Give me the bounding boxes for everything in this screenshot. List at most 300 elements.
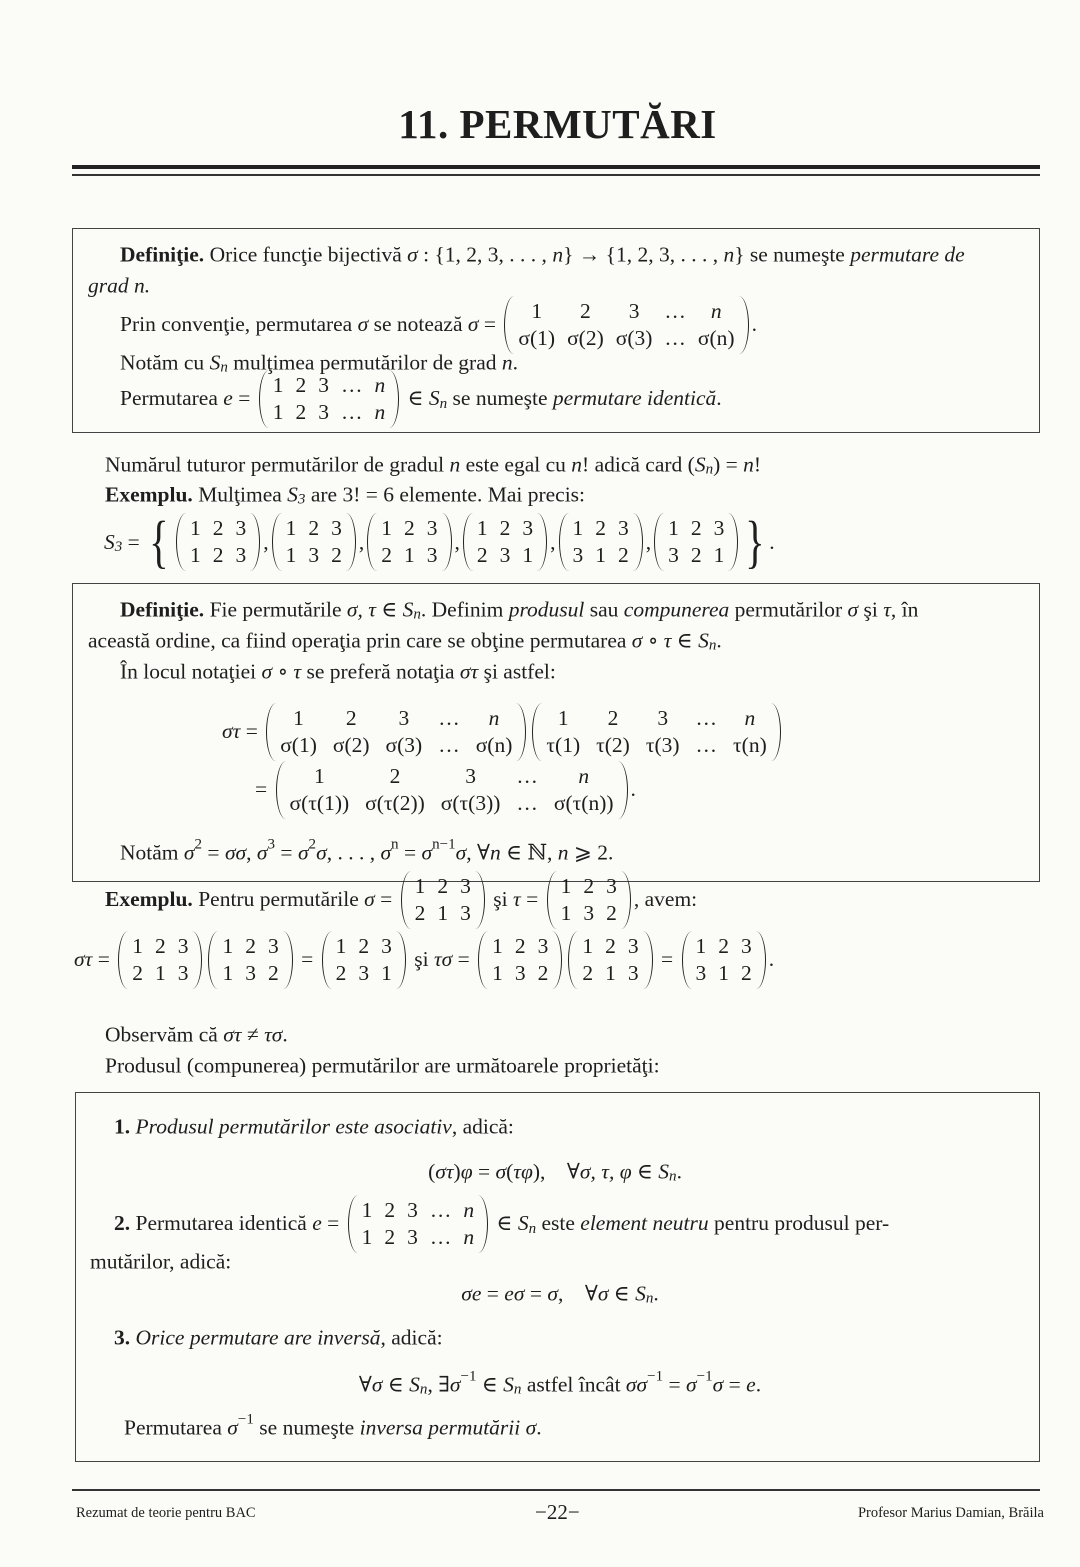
text-segment: ,	[454, 529, 460, 554]
matrix-cell: 3	[318, 400, 329, 424]
matrix-cell: 3	[308, 543, 320, 567]
left-parenthesis	[266, 703, 276, 761]
matrix-cell: 2	[381, 543, 393, 567]
math-segment: S	[402, 597, 414, 622]
text-segment: =	[520, 887, 544, 912]
text-segment: Produsul (compunerea) permutărilor are următoarele proprietăţi:	[105, 1053, 660, 1078]
text-segment: astfel încât	[521, 1372, 626, 1397]
matrix-cell: 1	[595, 543, 607, 567]
footer-right: Profesor Marius Damian, Brăila	[857, 1505, 1044, 1521]
matrix-cell: τ(2)	[596, 733, 630, 757]
text-segment: ∈	[608, 1281, 636, 1306]
permutation-matrix	[654, 513, 738, 571]
permutation-matrix	[682, 931, 766, 989]
math-segment: n	[723, 242, 735, 267]
matrix-cell: 3	[657, 706, 669, 731]
text-segment: ∈	[375, 597, 403, 622]
matrix-cell: 2	[245, 934, 256, 959]
property-line	[114, 1326, 443, 1351]
text-segment: ∈	[476, 1372, 504, 1397]
left-parenthesis	[568, 931, 578, 989]
matrix-cell: 3	[741, 934, 752, 959]
math-segment: σ	[407, 242, 418, 267]
property-line	[114, 1195, 889, 1253]
math-segment: S	[517, 1211, 529, 1236]
math-segment: στ	[223, 1022, 242, 1047]
permutation-matrix	[322, 931, 406, 989]
matrix-cell: …	[340, 400, 363, 424]
right-parenthesis	[396, 931, 406, 989]
matrix-cell: …	[516, 764, 538, 789]
text-segment: şi	[487, 887, 514, 912]
math-segment: στ	[459, 659, 479, 684]
property-formula	[428, 1160, 682, 1185]
math-segment: S	[658, 1159, 670, 1184]
text-segment: =	[202, 840, 225, 865]
left-parenthesis	[478, 931, 488, 989]
text-segment: ∈	[402, 386, 429, 411]
matrix-grid	[557, 871, 621, 929]
text-segment: , . . . ,	[326, 840, 381, 865]
property-line	[114, 1115, 514, 1140]
text-segment: , ∃	[427, 1372, 450, 1397]
text-segment: } se numeşte	[734, 242, 851, 267]
math-segment: σ	[183, 840, 195, 865]
matrix-cell: n	[744, 706, 756, 731]
text-segment: .	[716, 386, 722, 411]
math-segment: n	[557, 840, 569, 865]
left-parenthesis	[401, 871, 411, 929]
right-parenthesis	[621, 871, 631, 929]
text-segment: , adică:	[451, 1114, 514, 1139]
subscript: n	[220, 359, 228, 376]
matrix-cell: τ(3)	[645, 733, 680, 757]
text-segment: , în	[890, 597, 919, 622]
matrix-cell: 3	[426, 543, 438, 567]
math-segment: τσ	[264, 1022, 283, 1047]
text-segment: ) =	[713, 452, 744, 477]
math-segment: σ	[712, 1372, 724, 1397]
text-segment: =	[321, 1211, 345, 1236]
matrix-cell: 3	[235, 516, 247, 541]
text-segment: =	[452, 947, 476, 972]
matrix-cell: τ(n)	[733, 733, 767, 757]
text-segment: sau	[584, 597, 624, 622]
definition-line	[120, 836, 614, 866]
matrix-cell: 1	[313, 764, 325, 789]
text-segment: .	[512, 350, 518, 375]
matrix-cell: 2	[384, 1225, 396, 1249]
property-formula	[358, 1368, 762, 1398]
title-rule-thick	[72, 165, 1040, 169]
subscript: n	[669, 1168, 677, 1185]
matrix-cell: 3	[514, 961, 526, 985]
matrix-grid	[218, 931, 282, 989]
definition-line	[88, 274, 150, 299]
superscript: n	[391, 836, 399, 853]
right-parenthesis	[192, 931, 202, 989]
math-segment: inversa permutării σ	[359, 1415, 537, 1440]
matrix-cell: 2	[580, 299, 591, 324]
math-segment: S	[698, 628, 709, 653]
matrix-cell: 2	[358, 934, 370, 959]
right-parenthesis	[250, 513, 260, 571]
text-segment: Pentru permutările	[192, 887, 365, 912]
matrix-cell: n	[463, 1225, 475, 1249]
text-segment: În locul notaţiei	[120, 659, 262, 684]
right-parenthesis	[475, 871, 485, 929]
bold-label: 3.	[114, 1325, 131, 1350]
math-segment: permutare identică	[552, 386, 717, 411]
left-parenthesis	[322, 931, 332, 989]
text-segment: =	[723, 1372, 747, 1397]
matrix-cell: 3	[583, 901, 595, 925]
matrix-cell: 3	[499, 543, 511, 567]
matrix-cell: 3	[695, 961, 707, 985]
matrix-grid	[514, 296, 738, 354]
superscript: 2	[194, 836, 203, 853]
text-segment: ,	[550, 529, 556, 554]
math-segment: σ, τ, φ	[579, 1159, 632, 1184]
matrix-cell: 1	[668, 516, 679, 541]
matrix-cell: 2	[335, 961, 347, 985]
math-segment: S	[428, 386, 440, 411]
permutation-matrix	[276, 761, 628, 819]
matrix-cell: 2	[345, 706, 357, 731]
permutation-matrix	[532, 703, 780, 761]
text-segment: =	[92, 947, 116, 972]
matrix-cell: 1	[222, 934, 234, 959]
permutation-matrix	[367, 513, 451, 571]
matrix-cell: 1	[293, 706, 304, 731]
text-segment: Prin convenţie, permutarea	[120, 312, 358, 337]
text-segment: , adică:	[380, 1325, 443, 1350]
text-segment: această ordine, ca fiind operaţia prin care se obţine permutarea	[88, 628, 632, 653]
paragraph-line	[105, 1054, 660, 1079]
math-segment: σ ∘ τ	[261, 659, 302, 684]
right-parenthesis	[756, 931, 766, 989]
matrix-cell: 3	[245, 961, 256, 985]
matrix-cell: 1	[404, 543, 415, 567]
text-segment: şi	[408, 947, 434, 972]
text-segment: Fie permutările	[204, 597, 347, 622]
matrix-cell: …	[429, 1225, 452, 1249]
matrix-cell: 2	[267, 961, 279, 985]
matrix-cell: 1	[572, 516, 584, 541]
definition-line	[120, 296, 757, 354]
math-segment: compunerea	[623, 597, 730, 622]
text-segment: , ∀	[557, 1281, 598, 1306]
permutation-matrix	[208, 931, 292, 989]
math-segment: σ, τ	[346, 597, 376, 622]
permutation-matrix	[272, 513, 356, 571]
left-parenthesis	[504, 296, 514, 354]
math-segment: e	[223, 386, 233, 411]
title-rule-thin	[72, 174, 1040, 176]
subscript: n	[439, 395, 448, 412]
matrix-cell: 2	[212, 543, 224, 567]
matrix-cell: 1	[557, 706, 569, 731]
permutation-matrix	[401, 871, 485, 929]
matrix-cell: 1	[713, 543, 725, 567]
math-segment: e	[312, 1211, 322, 1236]
matrix-cell: 3	[407, 1225, 418, 1249]
subscript: 3	[297, 491, 306, 508]
right-parenthesis	[389, 370, 399, 428]
matrix-cell: 2	[595, 516, 607, 541]
math-segment: σ	[227, 1415, 238, 1440]
text-segment: =	[478, 312, 502, 337]
text-segment: =	[295, 947, 319, 972]
matrix-cell: 1	[272, 400, 284, 424]
matrix-cell: 1	[414, 874, 426, 899]
matrix-cell: 3	[606, 874, 617, 899]
matrix-grid	[488, 931, 552, 989]
math-segment: σ	[316, 840, 327, 865]
text-segment: se notează	[368, 312, 468, 337]
math-segment: σ	[364, 887, 375, 912]
left-parenthesis	[272, 513, 282, 571]
math-segment: element neutru	[580, 1211, 709, 1236]
subscript: n	[413, 606, 421, 623]
matrix-cell: 2	[212, 516, 224, 541]
text-segment: =	[275, 840, 298, 865]
matrix-cell: 2	[605, 934, 616, 959]
text-segment: ∀	[358, 1372, 372, 1397]
bold-label: Exemplu.	[105, 887, 193, 912]
text-segment: .	[769, 529, 775, 554]
matrix-cell: …	[664, 326, 686, 350]
matrix-cell: σ(1)	[518, 326, 556, 350]
matrix-cell: 2	[583, 874, 595, 899]
permutation-matrix	[259, 370, 400, 428]
matrix-cell: σ(τ(1))	[289, 791, 350, 815]
text-segment: se preferă notaţia	[301, 659, 460, 684]
right-parenthesis	[633, 513, 643, 571]
matrix-cell: 3	[618, 516, 629, 541]
matrix-cell: σ(2)	[332, 733, 370, 757]
matrix-cell: σ(2)	[567, 326, 604, 350]
text-segment: şi	[858, 597, 884, 622]
matrix-cell: 1	[476, 516, 488, 541]
text-segment: are 3! = 6 elemente. Mai precis:	[305, 482, 586, 507]
matrix-cell: 2	[132, 961, 143, 985]
math-segment: φ	[460, 1159, 473, 1184]
matrix-cell: 1	[272, 373, 284, 398]
matrix-grid	[282, 513, 346, 571]
matrix-cell: 1	[560, 901, 572, 925]
page-number: −22−	[535, 1500, 580, 1524]
text-segment: Permutarea	[120, 386, 224, 411]
subscript: n	[419, 1381, 428, 1398]
matrix-cell: 3	[407, 1198, 418, 1223]
matrix-grid	[578, 931, 642, 989]
math-segment: τ	[513, 887, 521, 912]
text-segment: Orice funcţie bijectivă	[204, 242, 408, 267]
matrix-cell: 1	[361, 1225, 373, 1249]
math-segment: στ	[74, 947, 93, 972]
matrix-cell: σ(1)	[280, 733, 317, 757]
matrix-cell: 3	[381, 934, 392, 959]
matrix-cell: 3	[398, 706, 410, 731]
math-segment: S	[287, 482, 298, 507]
subscript: 3	[114, 538, 123, 555]
permutation-matrix	[559, 513, 643, 571]
math-segment: τφ	[513, 1159, 533, 1184]
set-brace: {	[149, 509, 169, 574]
matrix-cell: 2	[618, 543, 629, 567]
matrix-cell: 2	[154, 934, 166, 959]
text-segment: ,	[645, 529, 652, 554]
matrix-cell: 2	[690, 516, 702, 541]
left-parenthesis	[682, 931, 692, 989]
matrix-cell: τ(1)	[546, 733, 581, 757]
text-segment: ∈	[631, 1159, 659, 1184]
matrix-cell: 3	[267, 934, 279, 959]
matrix-cell: …	[695, 706, 718, 731]
math-segment: S	[635, 1281, 646, 1306]
matrix-cell: 1	[154, 961, 166, 985]
matrix-cell: 3	[318, 373, 329, 398]
subscript: n	[513, 1381, 522, 1398]
superscript: 3	[267, 836, 276, 853]
matrix-cell: 1	[522, 543, 534, 567]
matrix-cell: 2	[718, 934, 730, 959]
math-segment: σ	[686, 1372, 697, 1397]
text-segment: Mulţimea	[192, 482, 288, 507]
matrix-cell: 1	[361, 1198, 373, 1223]
matrix-cell: 3	[465, 764, 476, 789]
left-parenthesis	[559, 513, 569, 571]
right-parenthesis	[283, 931, 293, 989]
text-segment: ,	[263, 529, 269, 554]
matrix-cell: …	[664, 299, 686, 324]
matrix-cell: 3	[537, 934, 549, 959]
bold-label: Definiţie.	[120, 597, 205, 622]
matrix-cell: 2	[476, 543, 488, 567]
text-segment: .	[751, 312, 757, 337]
example-line	[105, 871, 697, 929]
matrix-cell: σ(n)	[697, 326, 735, 350]
left-parenthesis	[208, 931, 218, 989]
text-segment: =	[524, 1281, 548, 1306]
matrix-cell: n	[463, 1198, 475, 1223]
math-segment: permutare de	[850, 242, 965, 267]
text-segment: .	[676, 1159, 682, 1184]
matrix-cell: 3	[713, 516, 725, 541]
matrix-cell: 3	[628, 299, 640, 324]
matrix-grid	[411, 871, 475, 929]
superscript: −1	[696, 1368, 713, 1385]
text-segment: este egal cu	[460, 452, 572, 477]
permutation-matrix	[348, 1195, 489, 1253]
matrix-cell: 2	[741, 961, 752, 985]
matrix-cell: 2	[295, 373, 307, 398]
matrix-cell: 3	[627, 961, 639, 985]
math-segment: S	[503, 1372, 514, 1397]
superscript: n−1	[432, 836, 456, 853]
matrix-cell: n	[374, 400, 386, 424]
text-segment: ,	[358, 529, 365, 554]
math-segment: n	[489, 840, 501, 865]
text-segment: =	[398, 840, 422, 865]
matrix-cell: 3	[627, 934, 639, 959]
right-parenthesis	[478, 1195, 488, 1253]
matrix-cell: 3	[460, 874, 471, 899]
math-segment: τ	[883, 597, 891, 622]
text-segment: .	[755, 1372, 762, 1397]
matrix-cell: …	[695, 733, 718, 757]
text-segment: se numeşte	[253, 1415, 360, 1440]
right-parenthesis	[442, 513, 452, 571]
matrix-cell: n	[488, 706, 500, 731]
matrix-cell: 3	[460, 901, 471, 925]
math-segment: σσ	[224, 840, 247, 865]
math-segment: σ	[467, 312, 479, 337]
matrix-cell: 3	[426, 516, 438, 541]
matrix-grid	[332, 931, 396, 989]
matrix-cell: n	[578, 764, 590, 789]
left-parenthesis	[463, 513, 473, 571]
matrix-cell: 3	[668, 543, 679, 567]
text-segment: şi astfel:	[478, 659, 556, 684]
text-segment: mulţimea permutărilor de grad	[227, 350, 502, 375]
subscript: n	[645, 1290, 654, 1307]
permutation-matrix	[478, 931, 562, 989]
text-segment: ⩾ 2.	[568, 840, 614, 865]
subscript: n	[705, 461, 714, 478]
matrix-cell: …	[438, 733, 460, 757]
matrix-grid	[569, 513, 633, 571]
math-segment: grad n.	[88, 273, 151, 298]
text-segment: pentru produsul per-	[708, 1211, 890, 1236]
math-segment: σ	[455, 840, 467, 865]
right-parenthesis	[739, 296, 749, 354]
property-formula	[461, 1282, 659, 1307]
property-line	[124, 1411, 542, 1441]
matrix-cell: 2	[331, 543, 342, 567]
text-segment: , avem:	[633, 887, 698, 912]
text-segment: se numeşte	[447, 386, 553, 411]
math-segment: σ	[597, 1281, 609, 1306]
math-segment: n	[743, 452, 754, 477]
matrix-grid	[692, 931, 756, 989]
properties-box	[75, 1092, 1040, 1462]
left-parenthesis	[259, 370, 269, 428]
matrix-cell: σ(3)	[385, 733, 423, 757]
matrix-cell: 2	[389, 764, 401, 789]
math-segment: σσ	[625, 1372, 648, 1397]
matrix-cell: 2	[690, 543, 702, 567]
permutation-matrix	[547, 871, 631, 929]
math-segment: eσ	[504, 1281, 525, 1306]
matrix-cell: n	[710, 299, 722, 324]
definition-line	[120, 243, 965, 268]
matrix-cell: 1	[560, 874, 572, 899]
text-segment: =	[255, 777, 273, 802]
matrix-cell: …	[438, 706, 460, 731]
text-segment: =	[472, 1159, 496, 1184]
superscript: −1	[460, 1368, 477, 1385]
permutation-matrix	[463, 513, 547, 571]
left-parenthesis	[348, 1195, 358, 1253]
permutation-matrix	[504, 296, 748, 354]
matrix-cell: 1	[381, 516, 393, 541]
matrix-cell: 2	[537, 961, 549, 985]
text-segment: ∈	[382, 1372, 410, 1397]
matrix-cell: 1	[695, 934, 707, 959]
math-segment: n	[552, 242, 564, 267]
